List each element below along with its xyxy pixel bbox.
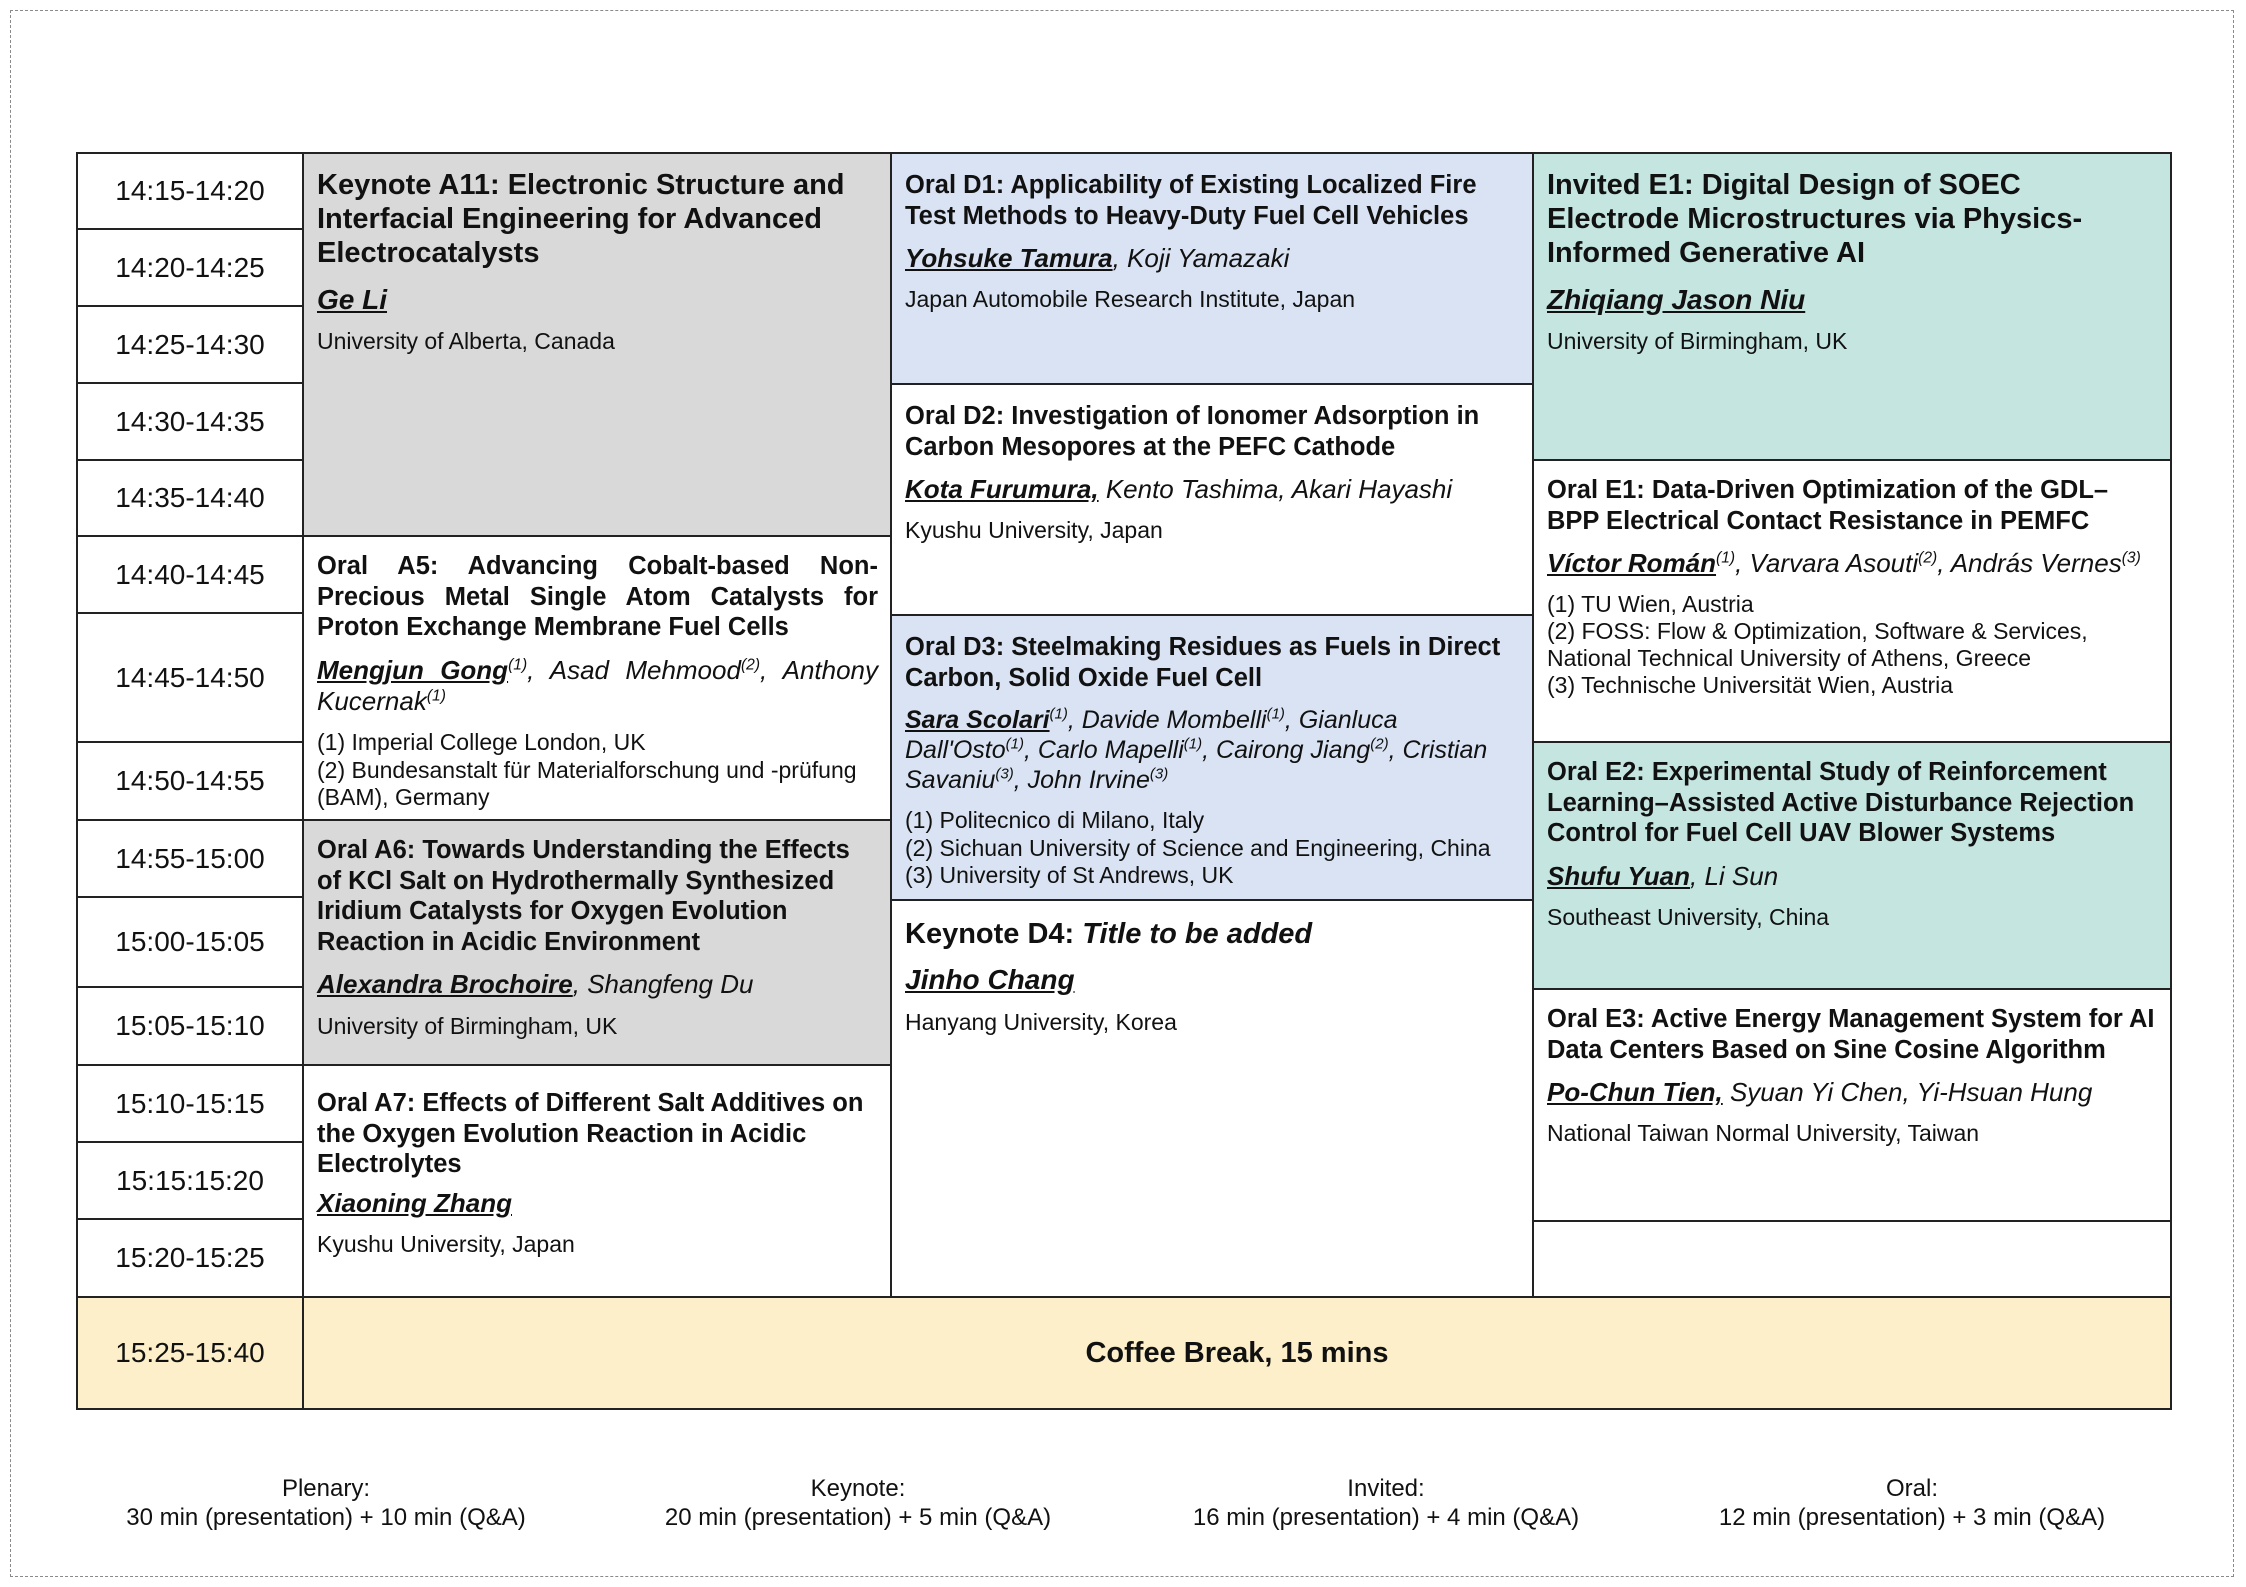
legend-label: Plenary: bbox=[281, 1475, 371, 1502]
affiliation-line: (3) Technische Universität Wien, Austria bbox=[1547, 672, 1954, 699]
author-name: Li Sun bbox=[1704, 860, 1779, 891]
time-slot: 14:25-14:30 bbox=[76, 305, 304, 384]
session-oral-d3 bbox=[890, 614, 1534, 901]
presenter-name: Kota Furumura, bbox=[905, 474, 1099, 505]
legend-detail: 12 min (presentation) + 3 min (Q&A) bbox=[1718, 1503, 2106, 1531]
affil-marker: (1) bbox=[508, 656, 528, 674]
session-keynote-a11 bbox=[302, 152, 892, 537]
session-oral-a6 bbox=[302, 819, 892, 1066]
affiliation-line: National Taiwan Normal University, Taiwan bbox=[1547, 1120, 1980, 1147]
session-oral-e2 bbox=[1532, 741, 2172, 990]
session-title bbox=[905, 917, 1520, 951]
author-name: Kento Tashima, Akari Hayashi bbox=[1105, 474, 1453, 505]
affiliation-line: (3) University of St Andrews, UK bbox=[905, 862, 1234, 889]
presenter-name: Mengjun Gong bbox=[317, 654, 509, 685]
affil-marker: (3) bbox=[995, 765, 1014, 783]
affiliation bbox=[905, 807, 1520, 890]
affil-marker: (2) bbox=[1918, 549, 1938, 567]
affiliation-line: (1) Imperial College London, UK bbox=[317, 729, 646, 756]
affiliation-line: University of Birmingham, UK bbox=[317, 1012, 618, 1039]
session-title: Oral E3: Active Energy Management System for AI Data Centers Based on Sine Cosine Algorithm bbox=[1547, 1005, 2155, 1064]
affiliation-line: University of Alberta, Canada bbox=[317, 328, 615, 355]
affiliation bbox=[905, 286, 1520, 314]
affil-marker: (1) bbox=[1716, 549, 1736, 567]
affiliation bbox=[905, 517, 1520, 545]
affiliation-line: (2) Sichuan University of Science and Engineering, China bbox=[905, 834, 1491, 861]
author-name: Cristian Savaniu bbox=[905, 736, 1488, 795]
author-name: John Irvine bbox=[1027, 766, 1150, 795]
legend-detail: 20 min (presentation) + 5 min (Q&A) bbox=[664, 1503, 1052, 1531]
authors: Víctor Román$^{(1)}$, Varvara Asouti$^{(2)}$, András Vernes$^{(3)}$ bbox=[1547, 548, 2141, 579]
affiliation-line: (2) FOSS: Flow & Optimization, Software & Services, National Technical University of Athens, Greece bbox=[1547, 618, 2088, 672]
presenter-name: Sara Scolari bbox=[905, 706, 1050, 735]
time-slot: 15:05-15:10 bbox=[76, 986, 304, 1066]
time-slot-break: 15:25-15:40 bbox=[76, 1296, 304, 1410]
affil-marker: (1) bbox=[1266, 705, 1285, 723]
affiliation-line: (1) TU Wien, Austria bbox=[1547, 591, 1754, 618]
affiliation-line: University of Birmingham, UK bbox=[1547, 328, 1848, 355]
authors: Sara Scolari$^{(1)}$, Davide Mombelli$^{(1)}$, Gianluca Dall'Osto$^{(1)}$, Carlo Mapelli$^{(1)}$, Cairong Jiang$^{(2)}$, Cristian Savaniu$^{(3)}$, John Irvine$^{(3)}$ bbox=[905, 705, 1488, 795]
session-title: Oral A7: Effects of Different Salt Additives on the Oxygen Evolution Reaction in Acidic Electrolytes bbox=[317, 1089, 864, 1179]
author-name: András Vernes bbox=[1950, 548, 2122, 579]
legend-label: Keynote: bbox=[810, 1475, 906, 1502]
session-title: Oral D1: Applicability of Existing Localized Fire Test Methods to Heavy-Duty Fuel Cell Vehicles bbox=[905, 171, 1477, 230]
affil-marker: (2) bbox=[1370, 735, 1389, 753]
author-name: Carlo Mapelli bbox=[1037, 736, 1184, 765]
affiliation bbox=[317, 1231, 878, 1259]
legend-plenary bbox=[116, 1475, 536, 1533]
duration-legend bbox=[76, 1475, 2172, 1535]
session-title: Oral D2: Investigation of Ionomer Adsorption in Carbon Mesopores at the PEFC Cathode bbox=[905, 402, 1480, 461]
legend-label: Oral: bbox=[1885, 1475, 1938, 1502]
legend-label: Invited: bbox=[1347, 1475, 1425, 1502]
affil-marker: (1) bbox=[1049, 705, 1068, 723]
time-slot: 14:15-14:20 bbox=[76, 152, 304, 230]
author-name: Anthony Kucernak bbox=[317, 654, 879, 716]
authors: Alexandra Brochoire, Shangfeng Du bbox=[317, 969, 754, 1000]
time-slot: 15:15:15:20 bbox=[76, 1141, 304, 1220]
session-title: Oral A6: Towards Understanding the Effects of KCl Salt on Hydrothermally Synthesized Iridium Catalysts for Oxygen Evolution Reaction in Acidic Environment bbox=[317, 836, 850, 956]
legend-detail: 30 min (presentation) + 10 min (Q&A) bbox=[126, 1503, 526, 1531]
affil-marker: (3) bbox=[2121, 549, 2141, 567]
authors: Mengjun Gong$^{(1)}$, Asad Mehmood$^{(2)}$, Anthony Kucernak$^{(1)}$ bbox=[317, 654, 879, 716]
time-slot: 15:00-15:05 bbox=[76, 896, 304, 988]
authors: Yohsuke Tamura, Koji Yamazaki bbox=[905, 243, 1290, 274]
affiliation-line: Kyushu University, Japan bbox=[905, 517, 1163, 544]
authors bbox=[317, 1188, 878, 1219]
authors bbox=[317, 283, 878, 317]
affiliation-line: Hanyang University, Korea bbox=[905, 1008, 1177, 1035]
presenter-name: Víctor Román bbox=[1547, 548, 1717, 579]
time-slot: 14:45-14:50 bbox=[76, 612, 304, 743]
presenter-name: Ge Li bbox=[317, 283, 388, 315]
legend-oral bbox=[1702, 1475, 2122, 1533]
legend-keynote bbox=[648, 1475, 1068, 1533]
affiliation bbox=[317, 1013, 878, 1041]
affiliation bbox=[1547, 904, 2158, 932]
presenter-name: Yohsuke Tamura bbox=[905, 243, 1113, 274]
author-name: Koji Yamazaki bbox=[1127, 243, 1290, 274]
session-title-prefix: Keynote D4: bbox=[905, 918, 1083, 950]
session-oral-a7 bbox=[302, 1064, 892, 1298]
affiliation-line: Southeast University, China bbox=[1547, 903, 1830, 930]
time-slot: 15:10-15:15 bbox=[76, 1064, 304, 1143]
session-title: Invited E1: Digital Design of SOEC Electrode Microstructures via Physics-Informed Generative AI bbox=[1547, 169, 2083, 270]
affiliation bbox=[1547, 1120, 2158, 1148]
session-keynote-d4 bbox=[890, 899, 1534, 1298]
legend-invited bbox=[1176, 1475, 1596, 1533]
session-invited-e1 bbox=[1532, 152, 2172, 461]
affiliation bbox=[317, 729, 878, 812]
presenter-name: Xiaoning Zhang bbox=[317, 1187, 512, 1218]
affiliation bbox=[905, 1009, 1520, 1037]
presenter-name: Po-Chun Tien, bbox=[1547, 1077, 1723, 1108]
author-name: Asad Mehmood bbox=[549, 654, 741, 685]
affil-marker: (3) bbox=[1149, 765, 1169, 783]
author-name: Varvara Asouti bbox=[1749, 548, 1919, 579]
session-title: Oral A5: Advancing Cobalt-based Non-Precious Metal Single Atom Catalysts for Proton Exchange Membrane Fuel Cells bbox=[317, 552, 878, 642]
time-slot: 14:20-14:25 bbox=[76, 228, 304, 307]
legend-detail: 16 min (presentation) + 4 min (Q&A) bbox=[1192, 1503, 1580, 1531]
authors: Shufu Yuan, Li Sun bbox=[1547, 860, 1779, 891]
author-name: Davide Mombelli bbox=[1081, 706, 1267, 735]
affiliation-line: (1) Politecnico di Milano, Italy bbox=[905, 807, 1205, 834]
time-slot: 14:35-14:40 bbox=[76, 459, 304, 537]
session-oral-e3 bbox=[1532, 988, 2172, 1222]
affiliation-line: Kyushu University, Japan bbox=[317, 1230, 575, 1257]
session-oral-d2 bbox=[890, 383, 1534, 616]
authors bbox=[905, 963, 1520, 997]
presenter-name: Shufu Yuan bbox=[1547, 860, 1690, 891]
empty-slot bbox=[1532, 1220, 2172, 1298]
session-oral-d1 bbox=[890, 152, 1534, 385]
author-name: Shangfeng Du bbox=[587, 969, 754, 1000]
affiliation bbox=[317, 328, 878, 356]
author-name: Gianluca Dall'Osto bbox=[905, 706, 1398, 765]
session-title-placeholder: Title to be added bbox=[1082, 918, 1313, 950]
session-title: Oral D3: Steelmaking Residues as Fuels in Direct Carbon, Solid Oxide Fuel Cell bbox=[905, 633, 1501, 692]
authors bbox=[905, 474, 1520, 505]
schedule-table bbox=[76, 152, 2172, 1410]
time-slot: 14:50-14:55 bbox=[76, 741, 304, 821]
affil-marker: (1) bbox=[1183, 735, 1203, 753]
presenter-name: Alexandra Brochoire bbox=[317, 969, 573, 1000]
affiliation bbox=[1547, 328, 2158, 356]
author-name: Syuan Yi Chen, Yi-Hsuan Hung bbox=[1729, 1077, 2093, 1108]
authors bbox=[1547, 1077, 2158, 1108]
authors bbox=[1547, 283, 2158, 317]
affiliation bbox=[1547, 591, 2158, 699]
time-slot: 14:40-14:45 bbox=[76, 535, 304, 614]
session-oral-a5 bbox=[302, 535, 892, 821]
time-slot: 14:30-14:35 bbox=[76, 382, 304, 461]
presenter-name: Jinho Chang bbox=[905, 964, 1075, 996]
affiliation-line: (2) Bundesanstalt für Materialforschung und -prüfung (BAM), Germany bbox=[317, 756, 857, 811]
session-title: Keynote A11: Electronic Structure and Interfacial Engineering for Advanced Electrocatalysts bbox=[317, 169, 845, 270]
affil-marker: (2) bbox=[740, 656, 761, 674]
affil-marker: (1) bbox=[1005, 735, 1024, 753]
affiliation-line: Japan Automobile Research Institute, Japan bbox=[905, 286, 1356, 313]
time-slot: 14:55-15:00 bbox=[76, 819, 304, 898]
author-name: Cairong Jiang bbox=[1216, 736, 1371, 765]
time-slot: 15:20-15:25 bbox=[76, 1218, 304, 1298]
presenter-name: Zhiqiang Jason Niu bbox=[1547, 283, 1806, 315]
coffee-break: Coffee Break, 15 mins bbox=[302, 1296, 2172, 1410]
affil-marker: (1) bbox=[426, 687, 446, 705]
session-title: Oral E2: Experimental Study of Reinforcement Learning–Assisted Active Disturbance Rejection Control for Fuel Cell UAV Blower Systems bbox=[1547, 758, 2135, 848]
session-title: Oral E1: Data-Driven Optimization of the GDL–BPP Electrical Contact Resistance in PEMFC bbox=[1547, 476, 2109, 535]
